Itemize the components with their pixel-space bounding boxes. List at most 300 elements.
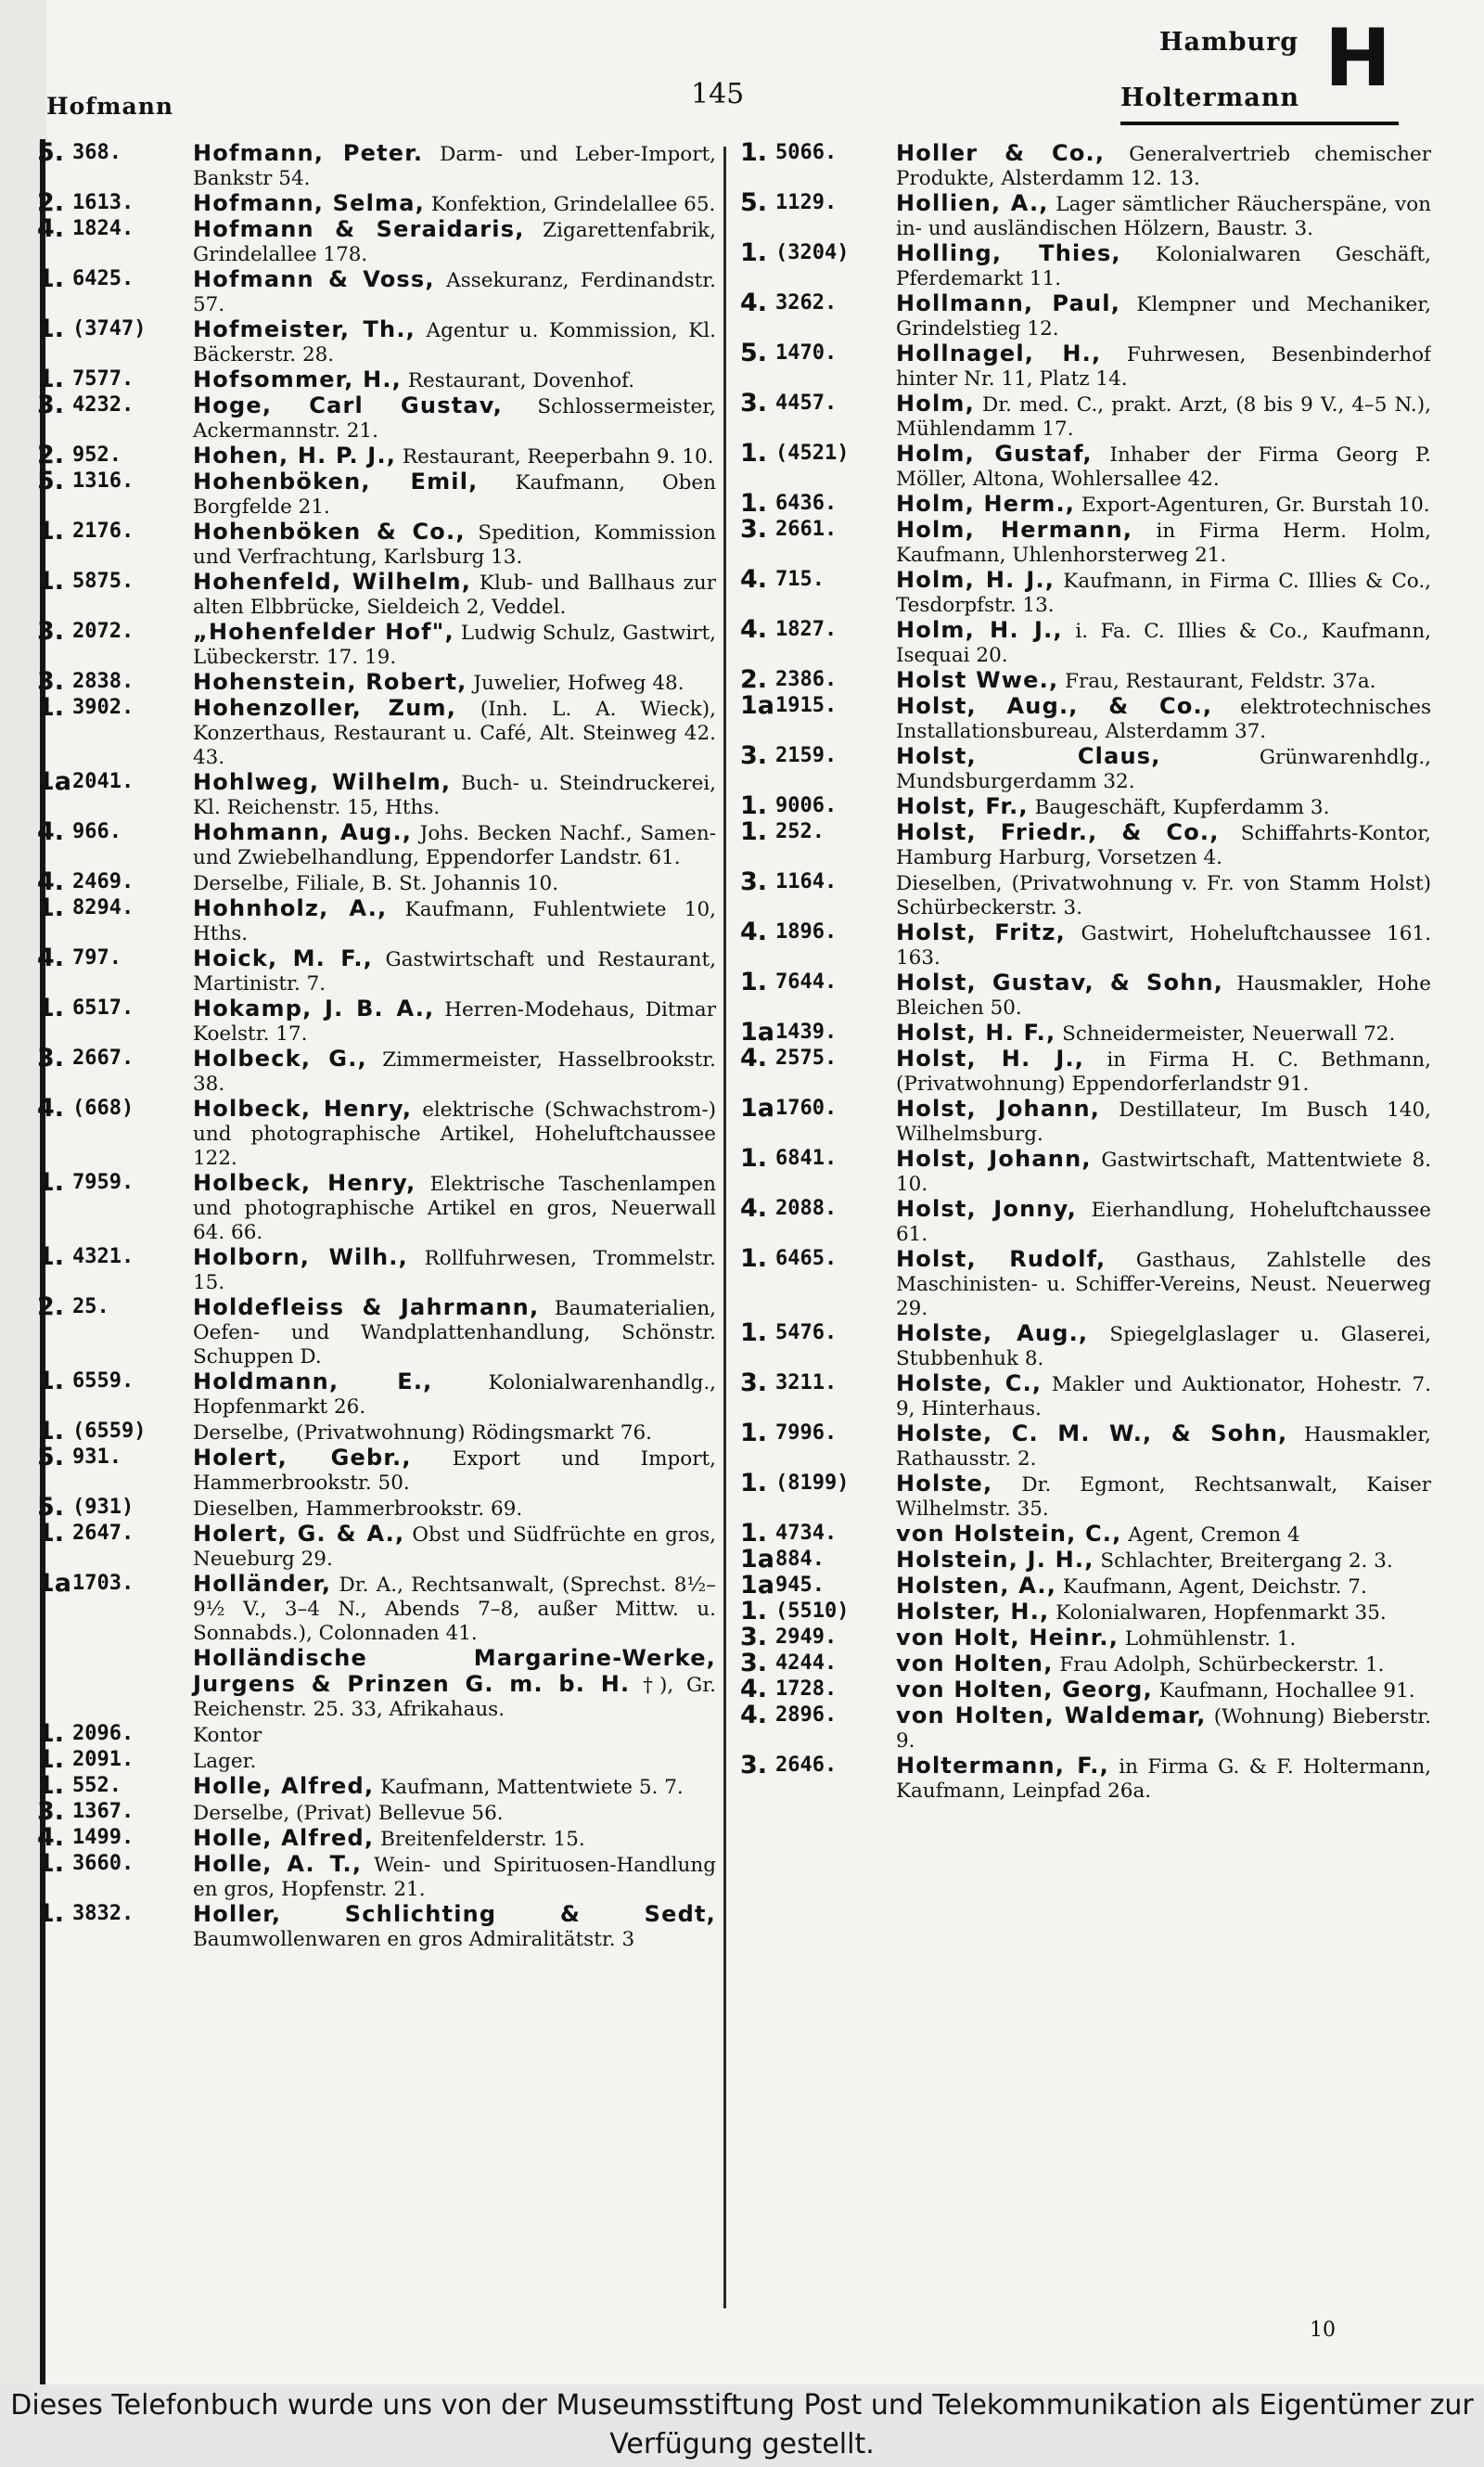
- exchange-district: 4.: [37, 1823, 65, 1852]
- phone-number: [37, 817, 193, 846]
- subscriber-details: Derselbe, Filiale, B. St. Johannis 10.: [193, 872, 559, 895]
- entry-text: [896, 1321, 1431, 1371]
- phone-number: [37, 317, 193, 341]
- phone-number: [740, 867, 896, 896]
- subscriber-name: Holländische Margarine-Werke, Jurgens & Prinzen G. m. b. H.: [193, 1645, 716, 1697]
- phone-number: [37, 1242, 193, 1271]
- line-number: 2661.: [775, 518, 838, 541]
- subscriber-name: Holst, Aug., & Co.,: [896, 693, 1213, 719]
- directory-entry: [740, 615, 1431, 668]
- directory-entry: [740, 867, 1431, 920]
- phone-number: [740, 665, 896, 694]
- line-number: 2096.: [72, 1722, 134, 1745]
- subscriber-details: Schlachter, Breitergang 2. 3.: [1094, 1549, 1393, 1573]
- subscriber-name: Holm, Hermann,: [896, 517, 1133, 543]
- phone-number: [37, 1443, 193, 1471]
- subscriber-name: Holste, C. M. W., & Sohn,: [896, 1420, 1288, 1446]
- directory-entry: [740, 1421, 1431, 1471]
- page-footer-number: 10: [1310, 2319, 1336, 2342]
- subscriber-details: Elektrische Taschenlampen und photographische Artikel en gros, Neuerwall 64. 66.: [193, 1173, 716, 1244]
- subscriber-name: Holm, H. J.,: [896, 617, 1063, 643]
- line-number: 1760.: [775, 1097, 838, 1120]
- subscriber-details: Export-Agenturen, Gr. Burstah 10.: [1075, 494, 1430, 517]
- phone-number: [37, 1771, 193, 1800]
- phone-number: [740, 615, 896, 644]
- phone-number: [37, 1168, 193, 1197]
- subscriber-details: Herren-Modehaus, Ditmar Koelstr. 17.: [193, 998, 716, 1046]
- entry-text: [896, 1021, 1431, 1047]
- subscriber-name: Hollnagel, H.,: [896, 340, 1102, 366]
- entry-text: [193, 870, 716, 896]
- entry-text: [896, 1471, 1431, 1522]
- subscriber-details: Rollfuhrwesen, Trommelstr. 15.: [193, 1247, 716, 1294]
- subscriber-name: Holste, C.,: [896, 1370, 1043, 1396]
- phone-number: [740, 188, 896, 217]
- line-number: 4734.: [775, 1522, 838, 1545]
- phone-number: [740, 238, 896, 267]
- exchange-district: 1a: [37, 1569, 72, 1598]
- line-number: 2041.: [72, 770, 134, 793]
- exchange-district: 1a: [37, 767, 72, 796]
- exchange-district: 1.: [37, 1519, 65, 1548]
- entry-text: [896, 1600, 1431, 1625]
- subscriber-name: Hollien, A.,: [896, 190, 1049, 216]
- subscriber-details: Restaurant, Dovenhof.: [401, 369, 635, 392]
- line-number: 931.: [72, 1446, 122, 1469]
- entry-text: [193, 1171, 716, 1245]
- line-number: 3832.: [72, 1902, 134, 1925]
- line-number: 715.: [775, 568, 825, 591]
- exchange-district: 4.: [740, 918, 768, 946]
- directory-entry: [740, 1651, 1431, 1677]
- directory-entry: [37, 693, 716, 770]
- entry-text: [193, 1774, 716, 1800]
- phone-number: [740, 1751, 896, 1780]
- entry-text: [896, 1703, 1431, 1754]
- subscriber-name: von Holten, Georg,: [896, 1677, 1153, 1702]
- line-number: 2072.: [72, 620, 134, 643]
- directory-entry: [37, 443, 716, 469]
- entry-text: [193, 1420, 716, 1446]
- phone-number: [37, 1797, 193, 1826]
- subscriber-details: (Wohnung) Bieberstr. 9.: [896, 1705, 1431, 1753]
- phone-number: [37, 946, 193, 970]
- line-number: 2667.: [72, 1047, 134, 1070]
- directory-entry: [37, 469, 716, 520]
- directory-entry: [37, 996, 716, 1047]
- subscriber-name: Holst, Gustav, & Sohn,: [896, 970, 1224, 996]
- line-number: 4244.: [775, 1651, 838, 1675]
- line-number: 1367.: [72, 1800, 134, 1823]
- header-rule: [1120, 122, 1399, 125]
- entry-text: [896, 518, 1431, 568]
- entry-text: [193, 1245, 716, 1295]
- phone-number: [740, 1194, 896, 1223]
- entry-text: [193, 996, 716, 1047]
- header-right-name: Holtermann: [1120, 84, 1299, 112]
- directory-entry: [740, 291, 1431, 341]
- page-number: 145: [691, 78, 745, 110]
- directory-entry: [37, 946, 716, 996]
- subscriber-name: Holst, H. J.,: [896, 1046, 1085, 1072]
- entry-text: [193, 267, 716, 317]
- subscriber-details: Kaufmann, Oben Borgfelde 21.: [193, 471, 716, 519]
- exchange-district: 3.: [740, 389, 768, 418]
- directory-entry: [740, 920, 1431, 970]
- directory-entry: [740, 188, 1431, 241]
- entry-text: [193, 1826, 716, 1852]
- subscriber-name: Holling, Thies,: [896, 240, 1121, 266]
- entry-text: [193, 1852, 716, 1902]
- subscriber-name: von Holstein, C.,: [896, 1521, 1122, 1547]
- directory-entry: [37, 617, 716, 670]
- entry-text: [193, 469, 716, 520]
- line-number: 2088.: [775, 1197, 838, 1220]
- phone-number: [740, 291, 896, 315]
- subscriber-details: i. Fa. C. Illies & Co., Kaufmann, Isequai 20.: [896, 620, 1431, 667]
- subscriber-details: Dr. Egmont, Rechtsanwalt, Kaiser Wilhelmstr. 35.: [896, 1473, 1431, 1521]
- phone-number: [37, 1823, 193, 1852]
- directory-entry: [740, 1625, 1431, 1651]
- subscriber-name: Hokamp, J. B. A.,: [193, 996, 435, 1021]
- exchange-district: 3.: [740, 1368, 768, 1397]
- exchange-district: 5.: [37, 141, 65, 167]
- phone-number: [37, 1899, 193, 1928]
- entry-text: [193, 1295, 716, 1369]
- subscriber-name: Holm, H. J.,: [896, 567, 1055, 593]
- exchange-district: 5.: [740, 188, 768, 217]
- entry-text: [896, 1371, 1431, 1421]
- phone-number: [740, 1471, 896, 1496]
- subscriber-name: Holst, Johann,: [896, 1096, 1101, 1122]
- entry-text: [193, 820, 716, 870]
- exchange-district: 4.: [740, 1701, 768, 1729]
- phone-number: [37, 1719, 193, 1748]
- phone-number: [740, 741, 896, 770]
- exchange-district: 4.: [37, 867, 65, 896]
- phone-number: [740, 1677, 896, 1702]
- subscriber-details: Zimmermeister, Hasselbrookstr. 38.: [193, 1048, 716, 1096]
- directory-entry: [37, 1044, 716, 1097]
- directory-entry: [37, 1493, 716, 1522]
- exchange-district: 3.: [37, 667, 65, 696]
- entry-text: [193, 1446, 716, 1496]
- exchange-district: 4.: [37, 1094, 65, 1123]
- subscriber-name: Holdefleiss & Jahrmann,: [193, 1294, 540, 1320]
- directory-entry: [37, 567, 716, 620]
- entry-text: [896, 618, 1431, 668]
- line-number: 552.: [72, 1774, 122, 1797]
- exchange-district: 5.: [37, 467, 65, 495]
- directory-entry: [37, 317, 716, 367]
- subscriber-name: Hofmann, Peter.: [193, 141, 424, 166]
- line-number: 1470.: [775, 341, 838, 365]
- subscriber-name: Hohenzoller, Zum,: [193, 695, 457, 721]
- subscriber-name: Holländer,: [193, 1571, 332, 1597]
- subscriber-details: Juwelier, Hofweg 48.: [467, 672, 684, 695]
- subscriber-name: Hohenböken, Emil,: [193, 469, 479, 495]
- phone-number: [740, 515, 896, 544]
- phone-number: [37, 567, 193, 596]
- phone-number: [740, 1625, 896, 1650]
- exchange-district: 1.: [740, 141, 768, 167]
- line-number: (3204): [775, 241, 850, 264]
- subscriber-details: Dr. A., Rechtsanwalt, (Sprechst. 8½–9½ V., 3–4 N., Abends 7–8, außer Mittw. u. Sonnabds.), Colonnaden 41.: [193, 1574, 716, 1645]
- subscriber-details: Buch- u. Steindruckerei, Kl. Reichenstr. 15, Hths.: [193, 772, 716, 819]
- entry-text: [896, 241, 1431, 291]
- phone-number: [740, 489, 896, 518]
- subscriber-details: Agentur u. Kommission, Kl. Bäckerstr. 28.: [193, 319, 716, 366]
- phone-number: [37, 188, 193, 217]
- directory-entry: [740, 1703, 1431, 1754]
- subscriber-details: Breitenfelderstr. 15.: [374, 1828, 585, 1851]
- subscriber-name: Holert, Gebr.,: [193, 1445, 412, 1471]
- right-column: [740, 141, 1431, 2312]
- line-number: 5875.: [72, 570, 134, 593]
- subscriber-details: Lager.: [193, 1750, 257, 1773]
- subscriber-name: Holle, A. T.,: [193, 1851, 363, 1877]
- entry-text: [193, 620, 716, 670]
- phone-number: [740, 439, 896, 468]
- line-number: 1896.: [775, 920, 838, 944]
- subscriber-name: Hohnholz, A.,: [193, 895, 388, 921]
- entry-text: [896, 1197, 1431, 1247]
- subscriber-name: „Hohenfelder Hof",: [193, 619, 454, 645]
- phone-number: [37, 867, 193, 896]
- subscriber-name: Holm, Herm.,: [896, 491, 1076, 517]
- exchange-district: 4.: [740, 1675, 768, 1703]
- directory-entry: [740, 817, 1431, 870]
- exchange-district: 3.: [740, 741, 768, 770]
- directory-entry: [740, 665, 1431, 694]
- entry-text: [193, 1047, 716, 1097]
- line-number: 2469.: [72, 870, 134, 893]
- entry-text: [193, 141, 716, 191]
- line-number: 4321.: [72, 1245, 134, 1268]
- exchange-district: 3.: [37, 617, 65, 646]
- phone-number: [37, 367, 193, 392]
- phone-number: [740, 817, 896, 846]
- line-number: 7996.: [775, 1421, 838, 1445]
- subscriber-name: Holle, Alfred,: [193, 1773, 375, 1799]
- directory-entry: [37, 517, 716, 570]
- exchange-district: 1.: [37, 567, 65, 596]
- directory-entry: [740, 1519, 1431, 1548]
- subscriber-name: Holste,: [896, 1471, 993, 1497]
- directory-entry: [740, 439, 1431, 492]
- subscriber-details: Derselbe, (Privat) Bellevue 56.: [193, 1802, 504, 1825]
- subscriber-details: Grünwarenhdlg., Mundsburgerdamm 32.: [896, 746, 1431, 793]
- subscriber-name: Holst, Friedr., & Co.,: [896, 819, 1220, 845]
- subscriber-details: elektrische (Schwachstrom-) und photographische Artikel, Hoheluftchaussee 122.: [193, 1099, 716, 1170]
- line-number: 1499.: [72, 1826, 134, 1849]
- line-number: (5510): [775, 1600, 850, 1623]
- line-number: 2575.: [775, 1047, 838, 1070]
- directory-entry: [740, 515, 1431, 568]
- entry-text: [896, 870, 1431, 920]
- subscriber-details: Zigarettenfabrik, Grindelallee 178.: [193, 219, 716, 266]
- entry-text: [896, 141, 1431, 191]
- directory-entry: [37, 1849, 716, 1902]
- phone-number: [740, 920, 896, 944]
- line-number: 1703.: [72, 1572, 134, 1595]
- line-number: 1824.: [72, 217, 134, 240]
- phone-number: [740, 565, 896, 594]
- entry-text: [896, 191, 1431, 241]
- line-number: 2949.: [775, 1625, 838, 1649]
- line-number: 1164.: [775, 870, 838, 893]
- subscriber-details: Makler und Auktionator, Hohestr. 7. 9, Hinterhaus.: [896, 1373, 1431, 1420]
- directory-entry: [740, 141, 1431, 191]
- entry-text: [193, 1369, 716, 1420]
- directory-entry: [740, 741, 1431, 794]
- exchange-district: 1a: [740, 1018, 775, 1047]
- exchange-district: 1.: [37, 1771, 65, 1800]
- line-number: 368.: [72, 141, 122, 164]
- entry-text: [896, 291, 1431, 341]
- subscriber-name: von Holt, Heinr.,: [896, 1625, 1119, 1651]
- footer-notice: Dieses Telefonbuch wurde uns von der Museumsstiftung Post und Telekommunikation als Eigentümer zur Verfügung gestellt.: [0, 2384, 1484, 2467]
- exchange-district: 3.: [37, 1044, 65, 1073]
- entry-text: [193, 443, 716, 469]
- exchange-district: 1.: [740, 1144, 768, 1173]
- phone-number: [740, 1571, 896, 1600]
- entry-text: [193, 670, 716, 696]
- subscriber-details: †), Gr. Reichenstr. 25. 33, Afrikahaus.: [193, 1674, 716, 1721]
- directory-entry: [37, 1369, 716, 1420]
- directory-entry: [740, 489, 1431, 518]
- phone-number: [37, 1745, 193, 1774]
- entry-text: [193, 770, 716, 820]
- directory-entry: [740, 691, 1431, 744]
- subscriber-details: Gastwirt, Hoheluftchaussee 161. 163.: [896, 922, 1431, 970]
- phone-number: [740, 389, 896, 418]
- exchange-district: 1.: [740, 817, 768, 846]
- exchange-district: 1.: [740, 439, 768, 468]
- line-number: 1316.: [72, 469, 134, 493]
- directory-entry: [37, 767, 716, 820]
- line-number: 6436.: [775, 492, 838, 515]
- line-number: 2896.: [775, 1703, 838, 1727]
- subscriber-details: Inhaber der Firma Georg P. Möller, Altona, Wohlersallee 42.: [896, 443, 1431, 491]
- phone-number: [37, 1369, 193, 1394]
- phone-number: [740, 341, 896, 366]
- subscriber-details: Kontor: [193, 1724, 262, 1747]
- subscriber-details: Ludwig Schulz, Gastwirt, Lübeckerstr. 17. 19.: [193, 622, 716, 669]
- line-number: (6559): [72, 1420, 147, 1443]
- phone-number: [37, 1493, 193, 1522]
- line-number: 6465.: [775, 1247, 838, 1270]
- phone-number: [740, 1368, 896, 1397]
- exchange-district: 1.: [740, 791, 768, 820]
- entry-text: [193, 367, 716, 393]
- subscriber-name: Holst, Fr.,: [896, 793, 1029, 819]
- subscriber-details: Agent, Cremon 4: [1121, 1523, 1300, 1547]
- exchange-district: 1.: [37, 1242, 65, 1271]
- exchange-district: 1.: [37, 1168, 65, 1197]
- line-number: 6841.: [775, 1147, 838, 1170]
- subscriber-name: Holm,: [896, 391, 975, 417]
- subscriber-details: Kolonialwaren, Hopfenmarkt 35.: [1049, 1601, 1387, 1625]
- directory-entry: [740, 389, 1431, 442]
- phone-number: [37, 996, 193, 1021]
- entry-text: [193, 1522, 716, 1572]
- line-number: 6559.: [72, 1369, 134, 1393]
- entry-text: [193, 1646, 716, 1722]
- directory-entry: [740, 1094, 1431, 1147]
- subscriber-details: in Firma G. & F. Holtermann, Kaufmann, Leinpfad 26a.: [896, 1755, 1431, 1803]
- directory-entry: [740, 341, 1431, 392]
- line-number: 2159.: [775, 744, 838, 767]
- phone-number: [37, 893, 193, 922]
- entry-text: [193, 1902, 716, 1952]
- entry-text: [896, 744, 1431, 794]
- entry-text: [193, 1097, 716, 1171]
- line-number: 3262.: [775, 291, 838, 315]
- subscriber-details: Gastwirtschaft und Restaurant, Martinistr. 7.: [193, 948, 716, 996]
- exchange-district: 3.: [740, 1649, 768, 1677]
- line-number: 2646.: [775, 1754, 838, 1777]
- directory-entry: [37, 264, 716, 317]
- subscriber-details: Johs. Becken Nachf., Samen- und Zwiebelhandlung, Eppendorfer Landstr. 61.: [193, 822, 716, 869]
- directory-entry: [740, 1471, 1431, 1522]
- exchange-district: 5.: [37, 1493, 65, 1522]
- entry-text: [193, 1496, 716, 1522]
- subscriber-name: Holst, Fritz,: [896, 919, 1066, 945]
- subscriber-details: Kaufmann, Fuhlentwiete 10, Hths.: [193, 898, 716, 945]
- entry-text: [896, 492, 1431, 518]
- directory-entry: [740, 1144, 1431, 1197]
- subscriber-name: Hohmann, Aug.,: [193, 819, 413, 845]
- subscriber-name: Hofsommer, H.,: [193, 366, 402, 392]
- exchange-district: 1.: [37, 365, 65, 393]
- exchange-district: 1a: [740, 691, 775, 720]
- phone-number: [37, 469, 193, 494]
- line-number: 5066.: [775, 141, 838, 164]
- subscriber-details: Export und Import, Hammerbrookstr. 50.: [193, 1447, 716, 1495]
- entry-text: [193, 896, 716, 946]
- subscriber-name: von Holten,: [896, 1651, 1054, 1677]
- exchange-district: 1.: [37, 893, 65, 922]
- subscriber-name: Holle, Alfred,: [193, 1825, 375, 1851]
- directory-entry: [740, 238, 1431, 291]
- line-number: 8294.: [72, 896, 134, 919]
- directory-entry: [37, 1823, 716, 1852]
- exchange-district: 1a: [740, 1094, 775, 1123]
- exchange-district: 4.: [740, 565, 768, 594]
- subscriber-name: Holborn, Wilh.,: [193, 1244, 408, 1270]
- subscriber-details: in Firma H. C. Bethmann, (Privatwohnung) Eppendorferlandstr 91.: [896, 1048, 1431, 1096]
- subscriber-name: Hohenfeld, Wilhelm,: [193, 569, 472, 595]
- directory-entry: [740, 1545, 1431, 1574]
- subscriber-details: Kaufmann, Hochallee 91.: [1152, 1679, 1415, 1702]
- phone-number: [740, 1318, 896, 1347]
- exchange-district: 1.: [740, 489, 768, 518]
- subscriber-details: Destillateur, Im Busch 140, Wilhelmsburg.: [896, 1099, 1431, 1146]
- phone-number: [37, 1094, 193, 1123]
- entry-text: [193, 946, 716, 996]
- subscriber-name: Hohenböken & Co.,: [193, 519, 466, 545]
- phone-number: [37, 517, 193, 546]
- phone-number: [37, 1569, 193, 1598]
- phone-number: [740, 1244, 896, 1273]
- exchange-district: 1.: [37, 1849, 65, 1878]
- subscriber-details: Generalvertrieb chemischer Produkte, Alsterdamm 12. 13.: [896, 143, 1431, 190]
- entry-text: [896, 1754, 1431, 1804]
- directory-entry: [37, 817, 716, 870]
- subscriber-name: Holbeck, Henry,: [193, 1096, 413, 1122]
- phone-number: [37, 264, 193, 293]
